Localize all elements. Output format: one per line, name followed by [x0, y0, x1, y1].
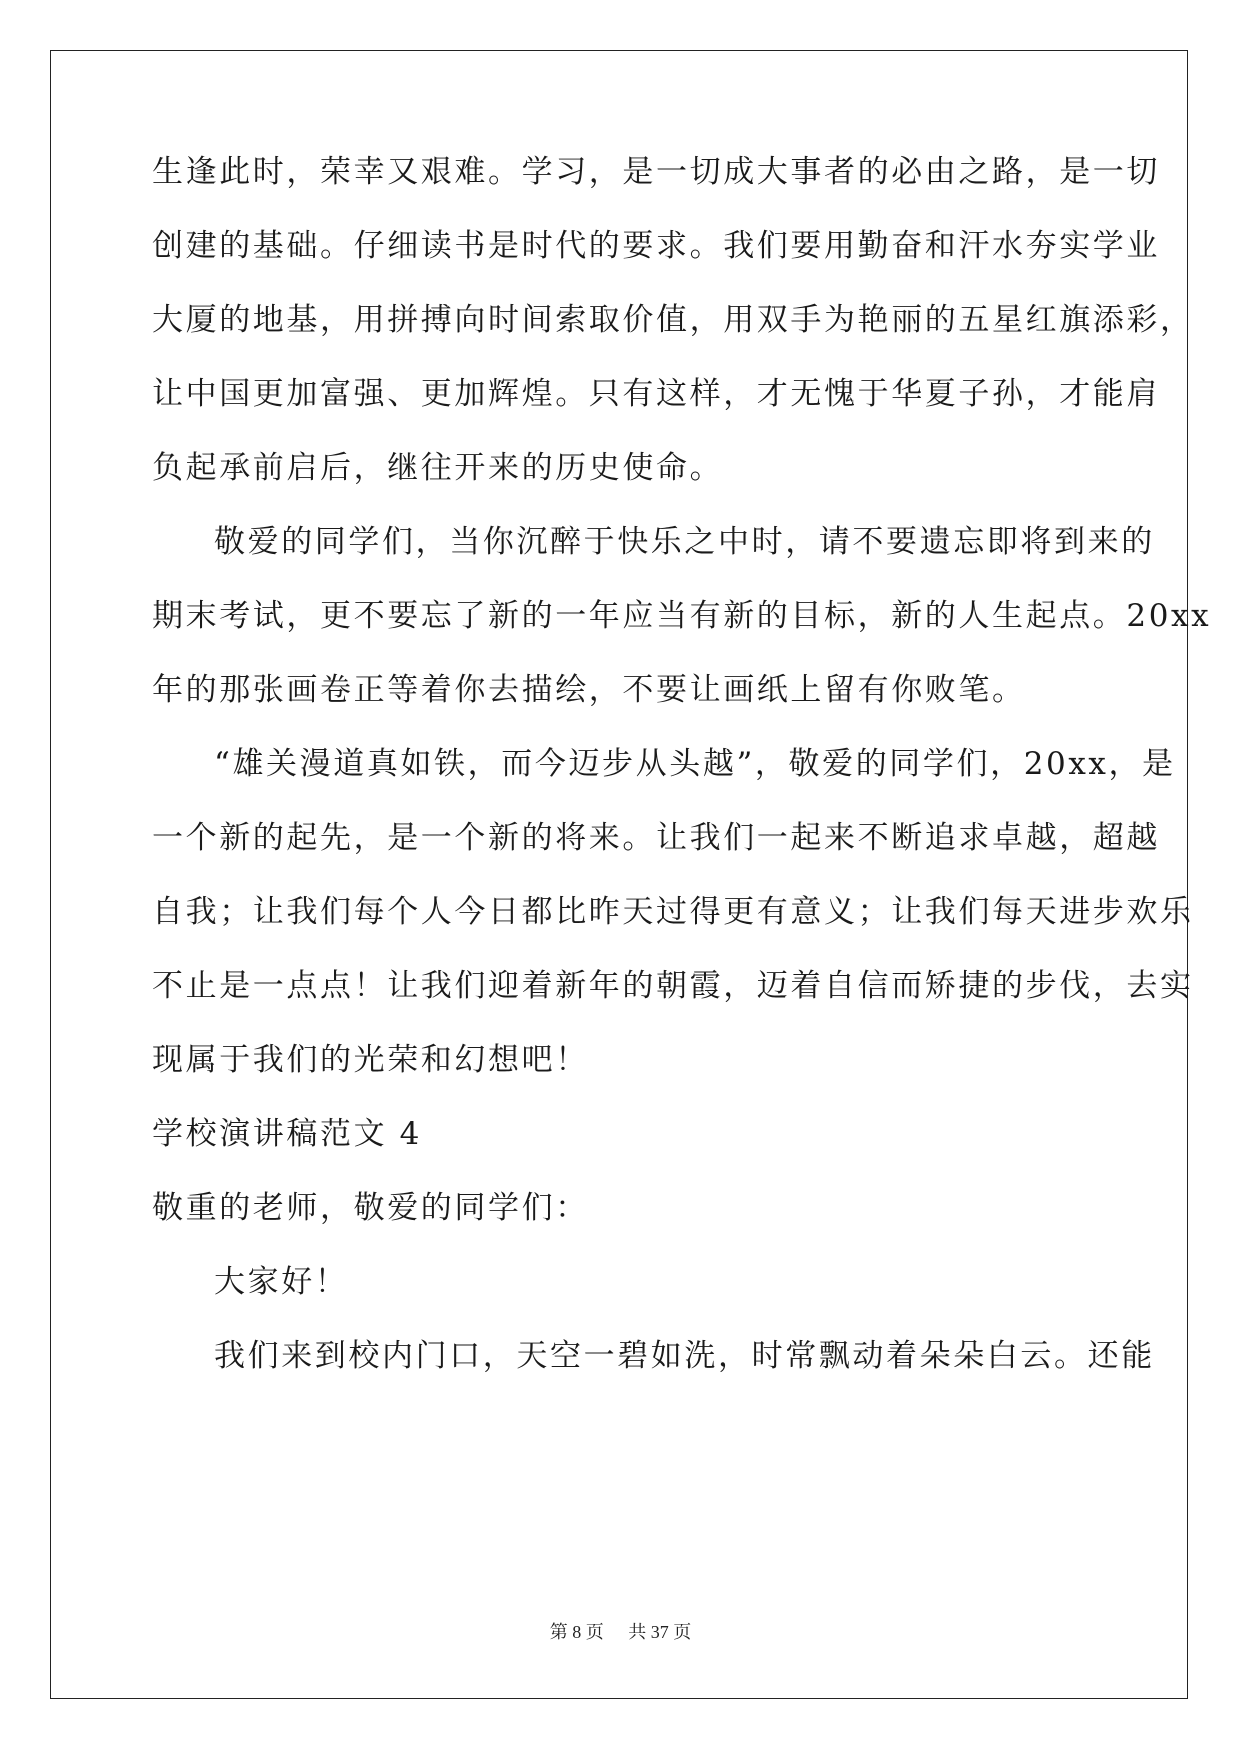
- text-line: 大厦的地基，用拼搏向时间索取价值，用双手为艳丽的五星红旗添彩，: [152, 302, 1194, 338]
- salutation: 敬重的老师，敬爱的同学们：: [152, 1190, 589, 1226]
- text-line: 不止是一点点！让我们迎着新年的朝霞，迈着自信而矫捷的步伐，去实: [152, 968, 1194, 1004]
- text-line: 自我；让我们每个人今日都比昨天过得更有意义；让我们每天进步欢乐: [152, 894, 1194, 930]
- text-line: 现属于我们的光荣和幻想吧！: [152, 1042, 589, 1078]
- total-pages: 共 37 页: [628, 1622, 692, 1642]
- page-border: [50, 50, 1188, 1699]
- text-line: 一个新的起先，是一个新的将来。让我们一起来不断追求卓越，超越: [152, 820, 1160, 856]
- text-line: 创建的基础。仔细读书是时代的要求。我们要用勤奋和汗水夯实学业: [152, 228, 1160, 264]
- text-line: 敬爱的同学们，当你沉醉于快乐之中时，请不要遗忘即将到来的: [214, 524, 1155, 560]
- section-heading: 学校演讲稿范文 4: [152, 1116, 422, 1152]
- text-line: 年的那张画卷正等着你去描绘，不要让画纸上留有你败笔。: [152, 672, 1026, 708]
- text-line: 生逢此时，荣幸又艰难。学习，是一切成大事者的必由之路，是一切: [152, 154, 1160, 190]
- text-line: “雄关漫道真如铁，而今迈步从头越”，敬爱的同学们，20xx，是: [214, 746, 1176, 782]
- page-footer: [0, 1618, 1241, 1644]
- text-line: 我们来到校内门口，天空一碧如洗，时常飘动着朵朵白云。还能: [214, 1338, 1155, 1374]
- text-line: 负起承前启后，继往开来的历史使命。: [152, 450, 724, 486]
- text-line: 期末考试，更不要忘了新的一年应当有新的目标，新的人生起点。20xx: [152, 598, 1212, 634]
- greeting: 大家好！: [214, 1264, 349, 1300]
- page-number: 第 8 页: [549, 1622, 604, 1642]
- text-line: 让中国更加富强、更加辉煌。只有这样，才无愧于华夏子孙，才能肩: [152, 376, 1160, 412]
